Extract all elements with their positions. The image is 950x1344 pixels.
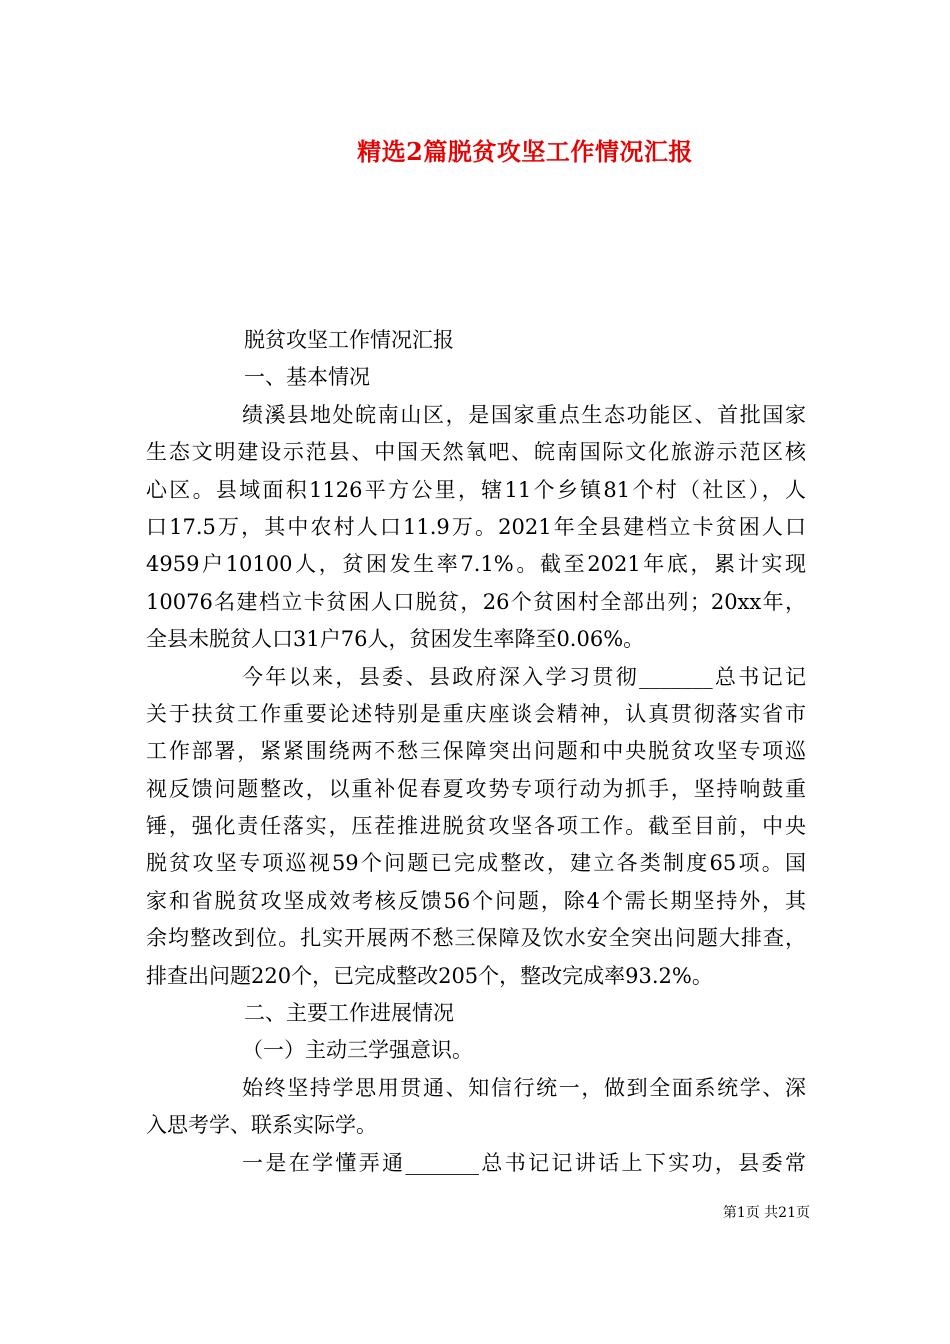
paragraph-line: 生态文明建设示范县、中国天然氧吧、皖南国际文化旅游示范区核 [146, 440, 806, 465]
paragraph-this-year [146, 659, 806, 996]
paragraph-line: 排查出问题220个，已完成整改205个，整改完成率93.2%。 [146, 963, 713, 988]
paragraph-line: 绩溪县地处皖南山区，是国家重点生态功能区、首批国家 [242, 402, 806, 427]
paragraph-basic-info [146, 397, 806, 659]
paragraph-line: 全县未脱贫人口31户76人，贫困发生率降至0.06%。 [146, 627, 645, 652]
paragraph-line: 锤，强化责任落实，压茬推进脱贫攻坚各项工作。截至目前，中央 [146, 814, 806, 839]
paragraph-first-point [146, 1145, 806, 1182]
paragraph-study [146, 1070, 806, 1145]
document-title: 精选2篇脱贫攻坚工作情况汇报 [357, 137, 693, 166]
paragraph-line: 今年以来，县委、县政府深入学习贯彻_______总书记记 [242, 664, 806, 689]
document-body [146, 322, 806, 1182]
paragraph-line: 脱贫攻坚专项巡视59个问题已完成整改，建立各类制度65项。国 [146, 851, 806, 876]
section-heading-progress: 二、主要工作进展情况 [244, 1001, 454, 1026]
paragraph-line: 入思考学、联系实际学。 [146, 1113, 377, 1138]
paragraph-line: 4959户10100人，贫困发生率7.1%。截至2021年底，累计实现 [146, 552, 806, 577]
paragraph-line: 视反馈问题整改，以重补促春夏攻势专项行动为抓手，坚持响鼓重 [146, 776, 806, 801]
paragraph-line: 10076名建档立卡贫困人口脱贫，26个贫困村全部出列；20xx年， [146, 589, 806, 614]
paragraph-line: 一是在学懂弄通_______总书记记讲话上下实功，县委常 [242, 1150, 806, 1175]
paragraph-line: 工作部署，紧紧围绕两不愁三保障突出问题和中央脱贫攻坚专项巡 [146, 739, 806, 764]
paragraph-line: 余均整改到位。扎实开展两不愁三保障及饮水安全突出问题大排查， [146, 926, 806, 951]
section-heading-basic-info: 一、基本情况 [244, 365, 370, 390]
subsection-heading: （一）主动三学强意识。 [242, 1038, 473, 1063]
paragraph-line: 始终坚持学思用贯通、知信行统一，做到全面系统学、深 [242, 1075, 806, 1100]
document-subtitle: 脱贫攻坚工作情况汇报 [244, 328, 454, 352]
page-number: 第1页 共21页 [722, 1205, 810, 1221]
paragraph-line: 家和省脱贫攻坚成效考核反馈56个问题，除4个需长期坚持外，其 [146, 888, 806, 913]
paragraph-line: 心区。县域面积1126平方公里，辖11个乡镇81个村（社区），人 [146, 477, 806, 502]
paragraph-line: 口17.5万，其中农村人口11.9万。2021年全县建档立卡贫困人口 [146, 514, 806, 539]
paragraph-line: 关于扶贫工作重要论述特别是重庆座谈会精神，认真贯彻落实省市 [146, 701, 806, 726]
